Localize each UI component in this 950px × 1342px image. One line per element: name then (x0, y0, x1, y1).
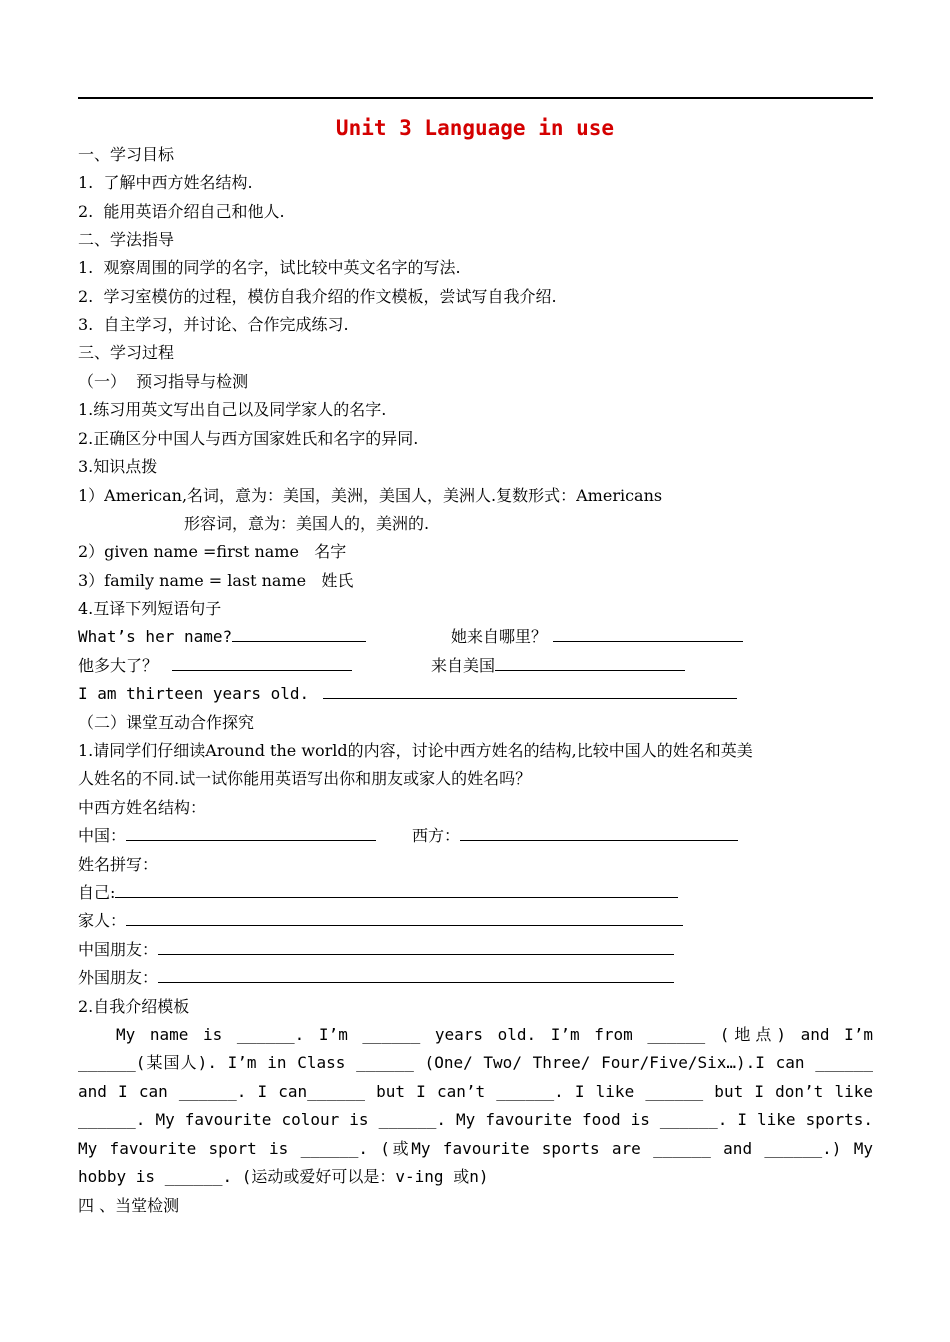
family-field: 家人： (78, 910, 683, 932)
preview-3: 3.知识点拨 (78, 457, 158, 476)
knowledge-1b: 形容词，意为：美国人的，美洲的. (184, 514, 430, 533)
name-structure-label: 中西方姓名结构： (78, 798, 207, 817)
translate-5: I am thirteen years old. (78, 683, 737, 705)
answer-blank[interactable] (158, 939, 674, 955)
answer-blank[interactable] (126, 825, 376, 841)
answer-blank[interactable] (323, 683, 737, 699)
china-field: 中国： (78, 825, 376, 847)
question-1a: 1.请同学们仔细读Around the world的内容，讨论中西方姓名的结构,比较中国人的姓名和英美 (78, 741, 753, 760)
answer-blank[interactable] (158, 967, 674, 983)
answer-blank[interactable] (115, 882, 678, 898)
objective-2: 2. 能用英语介绍自己和他人. (78, 202, 285, 221)
knowledge-3: 3）family name = last name 姓氏 (78, 571, 354, 590)
method-3: 3. 自主学习，并讨论、合作完成练习. (78, 315, 349, 334)
method-1: 1. 观察周围的同学的名字，试比较中英文名字的写法. (78, 258, 461, 277)
page-title: Unit 3 Language in use (335, 116, 615, 140)
top-rule (78, 97, 873, 99)
objective-1: 1. 了解中西方姓名结构. (78, 173, 253, 192)
chinese-friend-field: 中国朋友： (78, 939, 674, 961)
answer-blank[interactable] (232, 626, 366, 642)
translate-1: What’s her name? (78, 626, 366, 648)
answer-blank[interactable] (495, 655, 685, 671)
knowledge-1a: 1）American,名词，意为：美国，美洲，美国人，美洲人.复数形式：Americans (78, 486, 663, 505)
answer-blank[interactable] (126, 910, 683, 926)
preview-4: 4.互译下列短语句子 (78, 599, 222, 618)
foreign-friend-field: 外国朋友： (78, 967, 674, 989)
translate-2: 她来自哪里？ (451, 626, 743, 648)
method-2: 2. 学习室模仿的过程，模仿自我介绍的作文模板，尝试写自我介绍. (78, 287, 557, 306)
answer-blank[interactable] (460, 825, 738, 841)
section-2-heading: 二、学法指导 (78, 230, 175, 249)
west-field: 西方： (412, 825, 738, 847)
section-3-heading: 三、学习过程 (78, 343, 175, 362)
question-1b: 人姓名的不同.试一试你能用英语写出你和朋友或家人的姓名吗？ (78, 769, 532, 788)
spelling-label: 姓名拼写： (78, 855, 159, 874)
translate-4: 来自美国 (431, 655, 685, 677)
self-field: 自己: (78, 882, 678, 904)
part-1-heading: （一） 预习指导与检测 (78, 372, 249, 391)
answer-blank[interactable] (553, 626, 743, 642)
knowledge-2: 2）given name =first name 名字 (78, 542, 347, 561)
section-1-heading: 一、学习目标 (78, 145, 175, 164)
translate-3: 他多大了？ (78, 655, 352, 677)
section-4-heading: 四 、当堂检测 (78, 1196, 180, 1215)
template-heading: 2.自我介绍模板 (78, 997, 190, 1016)
answer-blank[interactable] (172, 655, 352, 671)
preview-2: 2.正确区分中国人与西方国家姓氏和名字的异同. (78, 429, 419, 448)
preview-1: 1.练习用英文写出自己以及同学家人的名字. (78, 400, 387, 419)
part-2-heading: （二）课堂互动合作探究 (78, 713, 255, 732)
self-intro-template: My name is ______. I’m ______ years old. I’m from ______ (地点) and I’m ______(某国人). I’m in Class ______ (One/ Two/ Three/ Four/Five/Six…).I can ______ and I can ______. I can______ but I can’t ______. I like ______ but I don’t like ______. My favourite colour is ______. My favourite food is ______. I like sports. My favourite sport is ______. (或My favourite sports are ______ and ______.) My hobby is ______. (运动或爱好可以是：v-ing 或n) (78, 1025, 873, 1187)
